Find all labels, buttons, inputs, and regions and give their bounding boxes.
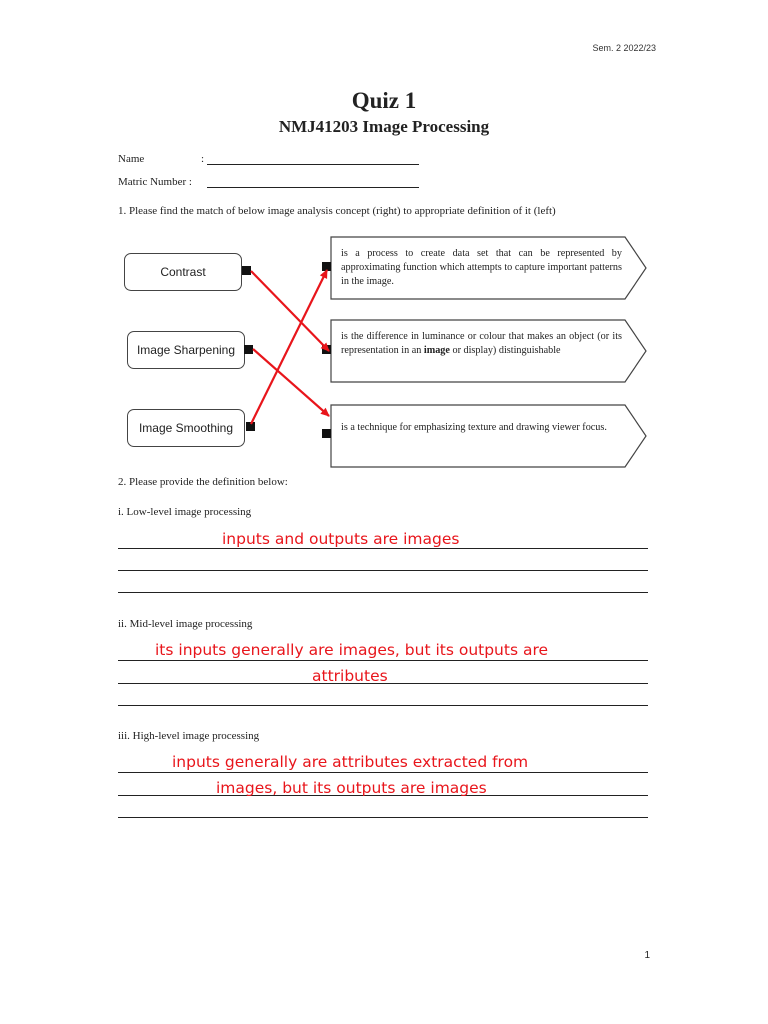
part-ii-answer-line-2: attributes xyxy=(312,667,388,685)
page-number: 1 xyxy=(644,950,650,961)
question-2-text: 2. Please provide the definition below: xyxy=(118,476,288,488)
concept-label-image-smoothing: Image Smoothing xyxy=(138,421,234,435)
answer-line xyxy=(118,772,648,773)
definition-text-2-before: is the difference in luminance or colour that makes an object (or its representation in an xyxy=(341,331,622,356)
match-arrow-sharpening-to-def3 xyxy=(253,349,329,416)
name-colon: : xyxy=(201,153,205,165)
answer-line xyxy=(118,592,648,593)
answer-line xyxy=(118,705,648,706)
definition-text-3: is a technique for emphasizing texture and drawing viewer focus. xyxy=(341,422,607,433)
part-i-answer-line-1: inputs and outputs are images xyxy=(222,530,460,548)
definition-text-2-bold: image xyxy=(423,345,450,356)
answer-line xyxy=(118,660,648,661)
definition-text-2-after: or display) distinguishable xyxy=(449,345,561,356)
concept-label-image-sharpening: Image Sharpening xyxy=(136,343,236,357)
connector-contrast xyxy=(242,266,251,275)
part-i-label: i. Low-level image processing xyxy=(118,506,252,518)
part-iii-label: iii. High-level image processing xyxy=(118,730,260,742)
name-label: Name xyxy=(118,153,145,165)
connector-definition-1 xyxy=(322,262,331,271)
answer-line xyxy=(118,548,648,549)
part-iii-answer-line-1: inputs generally are attributes extracted from xyxy=(172,753,529,771)
quiz-title: Quiz 1 xyxy=(351,88,417,113)
semester-label: Sem. 2 2022/23 xyxy=(592,43,656,53)
concept-label-contrast: Contrast xyxy=(160,265,206,279)
connector-definition-3 xyxy=(322,429,331,438)
matric-label: Matric Number : xyxy=(118,176,192,188)
match-arrow-smoothing-to-def1 xyxy=(251,270,327,424)
definition-box-3 xyxy=(331,405,646,467)
answer-line xyxy=(118,570,648,571)
match-arrow-contrast-to-def2 xyxy=(251,271,329,351)
part-ii-label: ii. Mid-level image processing xyxy=(118,618,253,630)
definition-text-2 xyxy=(341,330,622,358)
part-ii-answer-line-1: its inputs generally are images, but its outputs are xyxy=(155,641,549,659)
part-iii-answer-line-2: images, but its outputs are images xyxy=(216,779,487,797)
connector-image-sharpening xyxy=(244,345,253,354)
definition-text-1: is a process to create data set that can be represented by approximating function which attempts to capture important patterns in the image. xyxy=(341,248,622,287)
question-1-text: 1. Please find the match of below image analysis concept (right) to appropriate definition of it (left) xyxy=(118,205,556,217)
course-subtitle: NMJ41203 Image Processing xyxy=(278,117,490,136)
answer-line xyxy=(118,817,648,818)
